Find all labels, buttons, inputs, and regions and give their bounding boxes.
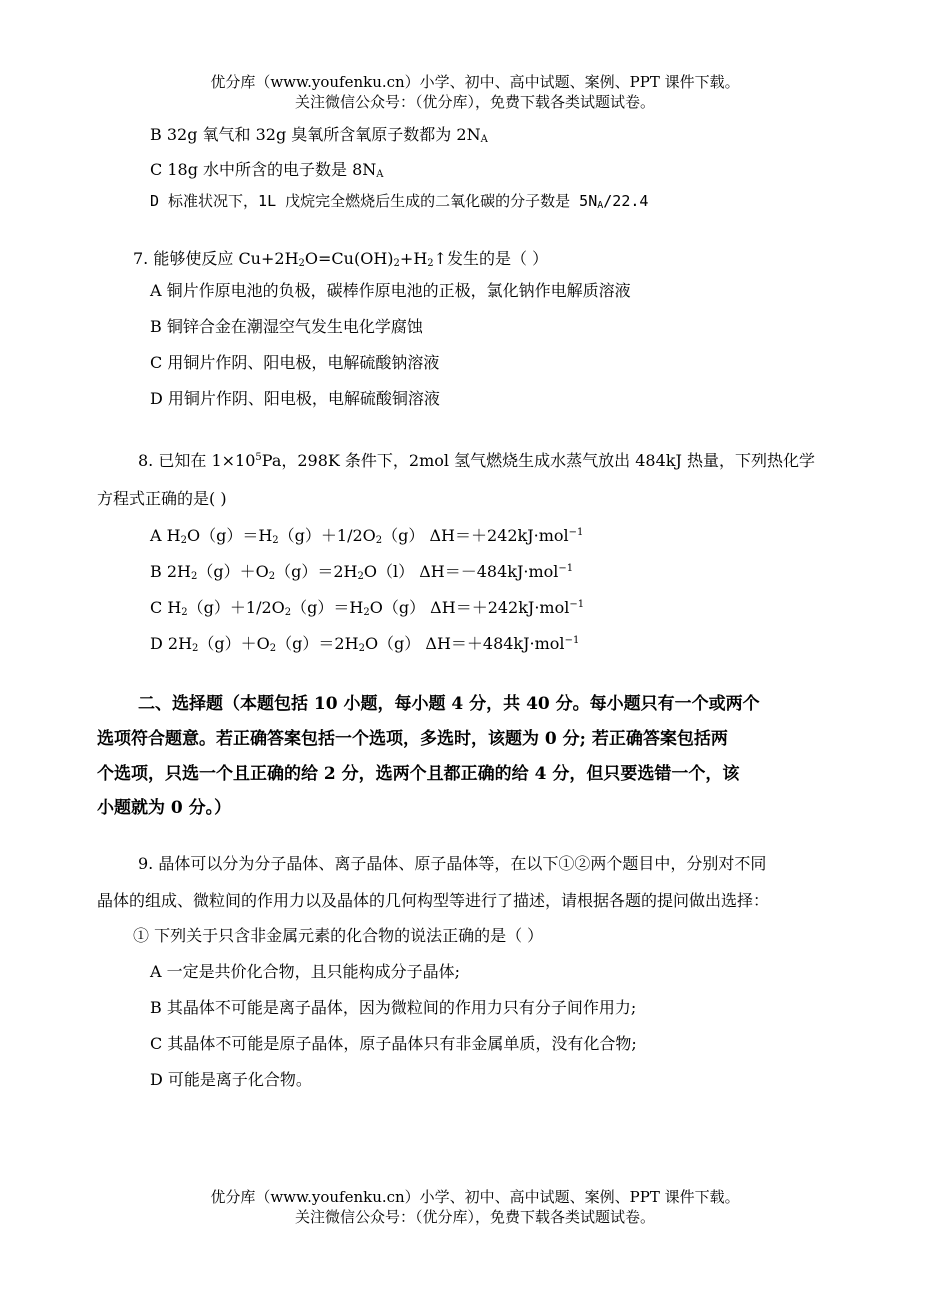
section2-heading-line4: 小题就为 0 分。） <box>97 798 232 818</box>
q6-option-c: C 18g 水中所含的电子数是 $8N_A$ <box>150 160 384 180</box>
page-footer-line1: 优分库（www.youfenku.cn）小学、初中、高中试题、案例、PPT 课件下载。 <box>210 1188 740 1206</box>
q9-option-b: B 其晶体不可能是离子晶体，因为微粒间的作用力只有分子间作用力; <box>150 998 637 1017</box>
q7-option-d: D 用铜片作阴、阳电极，电解硫酸铜溶液 <box>150 389 440 408</box>
q8-option-d: D $2H_2(g)+O_2(g)=2H_2O(g)$ ΔH＝＋484kJ·mol$^{-1}$ <box>150 634 580 654</box>
q9-option-c: C 其晶体不可能是原子晶体，原子晶体只有非金属单质，没有化合物; <box>150 1034 637 1053</box>
q9-subquestion-1: ① 下列关于只含非金属元素的化合物的说法正确的是（ ） <box>133 926 544 945</box>
q7-option-c: C 用铜片作阴、阳电极，电解硫酸钠溶液 <box>150 353 440 372</box>
q8-option-c: C $H_2(g)+1/2O_2(g)=H_2O(g)$ ΔH＝＋242kJ·mol$^{-1}$ <box>150 598 585 618</box>
section2-heading-line2: 选项符合题意。若正确答案包括一个选项，多选时，该题为 0 分; 若正确答案包括两 <box>97 729 728 749</box>
page-header-line2: 关注微信公众号：（优分库），免费下载各类试题试卷。 <box>294 93 655 111</box>
q8-stem-line1: 8. 已知在 $1\times 10^5Pa$，298K 条件下，2mol 氢气燃烧生成水蒸气放出 484kJ 热量，下列热化学 <box>138 451 815 470</box>
q7-stem: 7. 能够使反应 $Cu+2H_2O=Cu(OH)_2+H_2↑$发生的是（ ） <box>133 249 549 269</box>
q9-option-a: A 一定是共价化合物，且只能构成分子晶体; <box>150 962 461 981</box>
q9-stem-line2: 晶体的组成、微粒间的作用力以及晶体的几何构型等进行了描述，请根据各题的提问做出选择： <box>97 891 770 910</box>
q9-option-d: D 可能是离子化合物。 <box>150 1070 312 1089</box>
section2-heading-line3: 个选项，只选一个且正确的给 2 分，选两个且都正确的给 4 分，但只要选错一个，该 <box>97 764 740 784</box>
q9-stem-line1: 9. 晶体可以分为分子晶体、离子晶体、原子晶体等，在以下①②两个题目中，分别对不同 <box>138 854 767 873</box>
section2-heading-line1: 二、选择题（本题包括 10 小题，每小题 4 分，共 40 分。每小题只有一个或两个 <box>138 694 760 714</box>
q7-option-b: B 铜锌合金在潮湿空气发生电化学腐蚀 <box>150 317 423 336</box>
q8-stem-line2: 方程式正确的是( ) <box>97 489 227 508</box>
q6-option-b: B 32g 氧气和 32g 臭氧所含氧原子数都为 $2N_A$ <box>150 125 488 145</box>
q7-option-a: A 铜片作原电池的负极，碳棒作原电池的正极，氯化钠作电解质溶液 <box>150 281 631 300</box>
page-footer-line2: 关注微信公众号：（优分库），免费下载各类试题试卷。 <box>294 1208 655 1226</box>
q6-option-d: D 标准状况下，1L 戊烷完全燃烧后生成的二氧化碳的分子数是 $5N_A/22.4$ <box>150 192 649 211</box>
q8-option-a: A $H_2O(g)=H_2(g)+1/2O_2(g)$ ΔH＝＋242kJ·mol$^{-1}$ <box>150 526 584 546</box>
q8-option-b: B $2H_2(g)+O_2(g)=2H_2O(l)$ ΔH＝－484kJ·mol$^{-1}$ <box>150 562 574 582</box>
page-header-line1: 优分库（www.youfenku.cn）小学、初中、高中试题、案例、PPT 课件下载。 <box>210 73 740 91</box>
